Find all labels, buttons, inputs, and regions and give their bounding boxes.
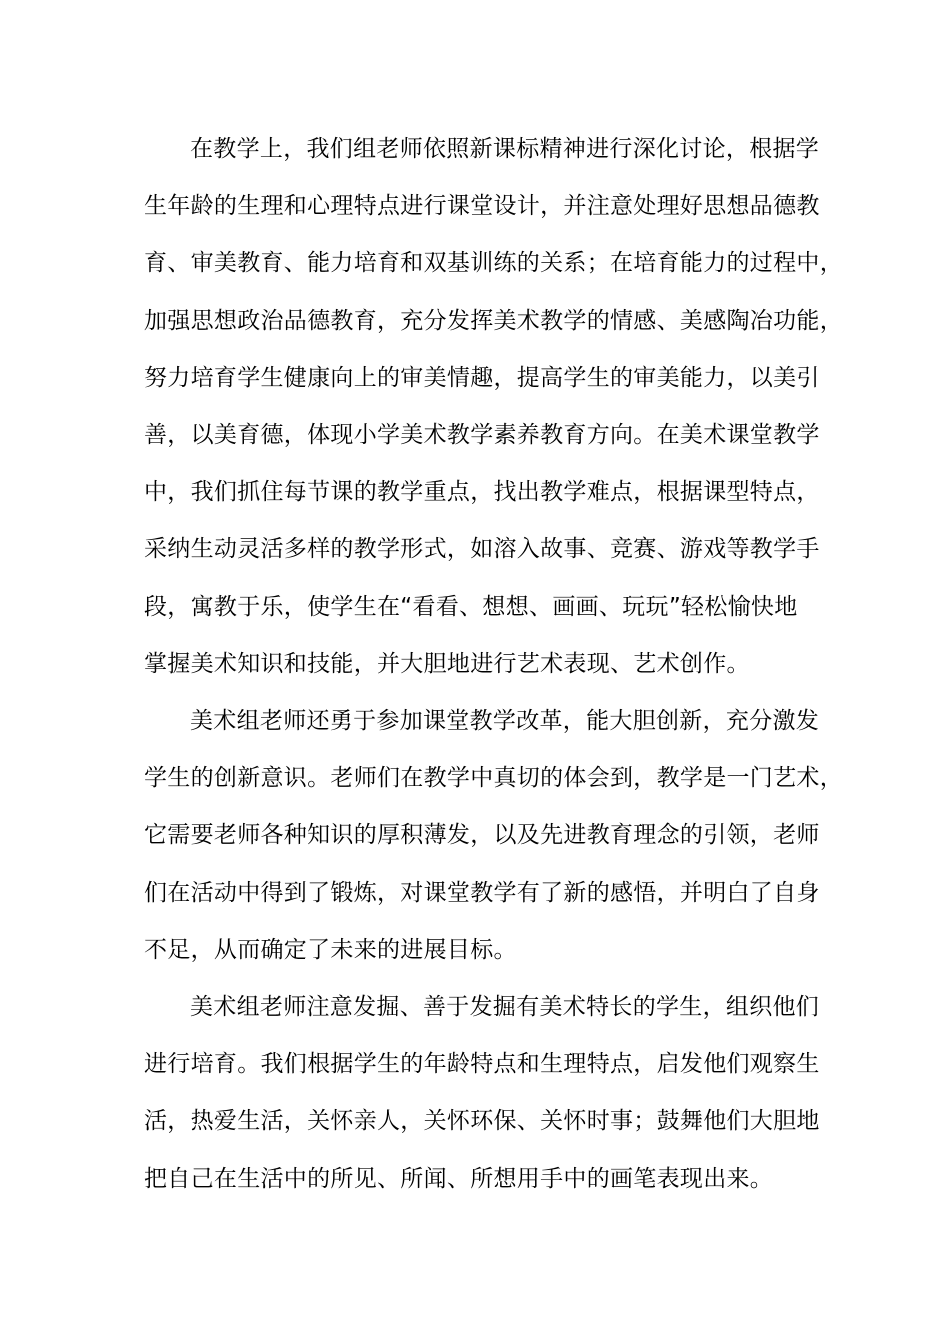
paragraph-1: [144, 121, 843, 693]
paragraph-line: 不足，从而确定了未来的进展目标。: [144, 936, 517, 963]
paragraph-line: 加强思想政治品德教育，充分发挥美术教学的情感、美感陶冶功能，: [144, 307, 843, 334]
paragraph-line: 它需要老师各种知识的厚积薄发，以及先进教育理念的引领，老师: [144, 822, 820, 849]
paragraph-line: 掌握美术知识和技能，并大胆地进行艺术表现、艺术创作。: [144, 650, 750, 677]
paragraph-line: 努力培育学生健康向上的审美情趣，提高学生的审美能力，以美引: [144, 364, 820, 391]
paragraph-3: [144, 979, 824, 1208]
document-body: [144, 121, 843, 1208]
paragraph-line: 美术组老师还勇于参加课堂教学改革，能大胆创新，充分激发: [190, 708, 820, 735]
paragraph-line: 生年龄的生理和心理特点进行课堂设计，并注意处理好思想品德教: [144, 193, 820, 220]
paragraph-line: 段，寓教于乐，使学生在“看看、想想、画画、玩玩”轻松愉快地: [144, 593, 798, 620]
paragraph-line: 把自己在生活中的所见、所闻、所想用手中的画笔表现出来。: [144, 1165, 774, 1192]
paragraph-line: 在教学上，我们组老师依照新课标精神进行深化讨论，根据学: [190, 136, 820, 162]
paragraph-2: [144, 693, 843, 979]
paragraph-line: 学生的创新意识。老师们在教学中真切的体会到，教学是一门艺术，: [144, 765, 843, 792]
paragraph-line: 活，热爱生活，关怀亲人，关怀环保、关怀时事；鼓舞他们大胆地: [144, 1108, 820, 1135]
paragraph-line: 善，以美育德，体现小学美术教学素养教育方向。在美术课堂教学: [144, 422, 820, 449]
paragraph-line: 美术组老师注意发掘、善于发掘有美术特长的学生，组织他们: [190, 994, 820, 1021]
paragraph-line: 育、审美教育、能力培育和双基训练的关系；在培育能力的过程中，: [144, 250, 843, 277]
paragraph-line: 们在活动中得到了锻炼，对课堂教学有了新的感悟，并明白了自身: [144, 879, 820, 906]
paragraph-line: 中，我们抓住每节课的教学重点，找出教学难点，根据课型特点，: [144, 479, 820, 506]
paragraph-line: 进行培育。我们根据学生的年龄特点和生理特点，启发他们观察生: [144, 1051, 820, 1078]
paragraph-line: 采纳生动灵活多样的教学形式，如溶入故事、竞赛、游戏等教学手: [144, 536, 820, 563]
